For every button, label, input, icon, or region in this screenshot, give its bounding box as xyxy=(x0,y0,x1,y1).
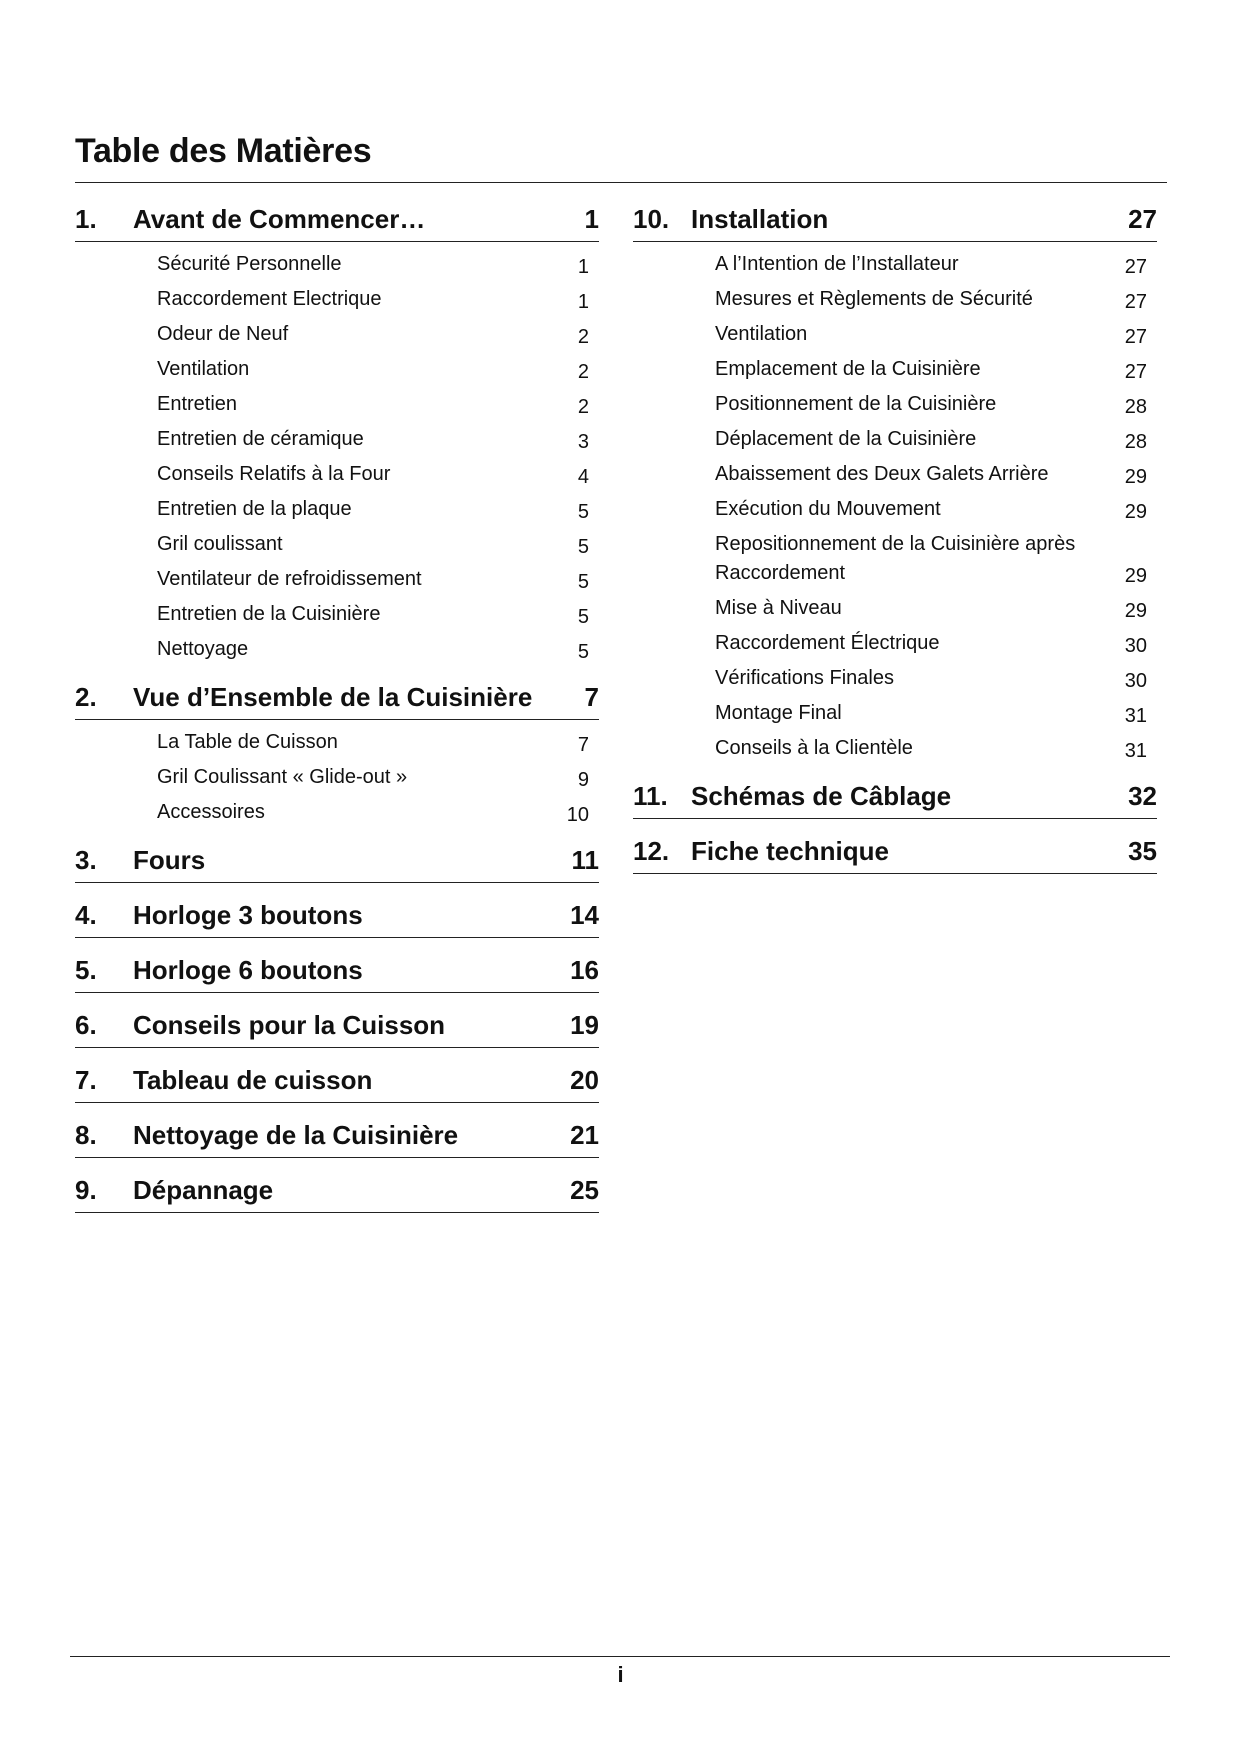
subsection-title: Mesures et Règlements de Sécurité xyxy=(715,288,1033,310)
toc-subsection-item[interactable] xyxy=(75,318,599,353)
section-title: Conseils pour la Cuisson xyxy=(133,1010,446,1040)
subsection-page-number: 2 xyxy=(577,361,589,383)
section-page-number: 21 xyxy=(570,1120,599,1150)
subsection-page-number: 1 xyxy=(577,291,589,313)
toc-subsection-item[interactable] xyxy=(75,248,599,283)
subsection-page-number: 31 xyxy=(1124,705,1147,727)
section-spacer xyxy=(75,1213,599,1226)
section-page-number: 14 xyxy=(570,900,599,930)
subsection-title: Raccordement Électrique xyxy=(715,632,940,654)
section-title: Horloge 3 boutons xyxy=(133,900,363,930)
subsection-title: Abaissement des Deux Galets Arrière xyxy=(715,463,1049,485)
subsection-page-number: 5 xyxy=(577,606,589,628)
toc-subsection-item[interactable] xyxy=(75,493,599,528)
page-title: Table des Matières xyxy=(75,132,372,170)
toc-subsection-item[interactable] xyxy=(75,761,599,796)
subsection-page-number: 30 xyxy=(1124,635,1147,657)
section-number: 4. xyxy=(75,900,97,930)
section-title: Avant de Commencer… xyxy=(133,204,426,234)
subsection-page-number: 10 xyxy=(566,804,589,826)
toc-subsection-item[interactable] xyxy=(633,627,1157,662)
toc-section xyxy=(633,832,1157,887)
subsection-page-number: 29 xyxy=(1124,501,1147,523)
toc-section xyxy=(633,777,1157,832)
toc-subsection-item[interactable] xyxy=(633,318,1157,353)
section-page-number: 35 xyxy=(1128,836,1157,866)
toc-subsection-item[interactable] xyxy=(633,423,1157,458)
subsection-title: Ventilateur de refroidissement xyxy=(157,568,422,590)
section-page-number: 32 xyxy=(1128,781,1157,811)
subsection-title: Odeur de Neuf xyxy=(157,323,289,345)
section-page-number: 25 xyxy=(570,1175,599,1205)
subsection-page-number: 27 xyxy=(1124,361,1147,383)
toc-subsection-list xyxy=(75,242,599,668)
subsection-page-number: 31 xyxy=(1124,740,1147,762)
section-spacer xyxy=(75,1048,599,1061)
subsection-title: Montage Final xyxy=(715,702,842,724)
toc-section xyxy=(633,200,1157,777)
subsection-page-number: 27 xyxy=(1124,326,1147,348)
section-page-number: 19 xyxy=(570,1010,599,1040)
section-title: Fiche technique xyxy=(691,836,889,866)
subsection-title: Entretien xyxy=(157,393,238,415)
section-number: 12. xyxy=(633,836,670,866)
toc-subsection-item[interactable] xyxy=(75,388,599,423)
section-number: 10. xyxy=(633,204,670,234)
toc-subsection-item[interactable] xyxy=(75,528,599,563)
toc-section-heading[interactable] xyxy=(633,832,1157,874)
subsection-title: Entretien de la plaque xyxy=(157,498,352,520)
toc-subsection-item[interactable] xyxy=(633,458,1157,493)
footer-divider xyxy=(70,1656,1170,1657)
toc-section xyxy=(75,200,599,678)
toc-subsection-item[interactable] xyxy=(75,458,599,493)
toc-section xyxy=(75,841,599,896)
toc-subsection-item[interactable] xyxy=(75,598,599,633)
section-title: Dépannage xyxy=(133,1175,274,1205)
subsection-page-number: 9 xyxy=(577,769,589,791)
subsection-title: Déplacement de la Cuisinière xyxy=(715,428,977,450)
subsection-page-number: 27 xyxy=(1124,256,1147,278)
section-number: 5. xyxy=(75,955,97,985)
toc-subsection-list xyxy=(75,720,599,831)
section-page-number: 7 xyxy=(584,682,599,712)
toc-section xyxy=(75,678,599,841)
subsection-page-number: 5 xyxy=(577,571,589,593)
toc-section xyxy=(75,1171,599,1226)
subsection-page-number: 27 xyxy=(1124,291,1147,313)
section-spacer xyxy=(75,831,599,841)
toc-right-column xyxy=(633,200,1157,887)
toc-subsection-item[interactable] xyxy=(75,796,599,831)
toc-section-heading[interactable] xyxy=(75,1061,599,1103)
section-page-number: 1 xyxy=(584,204,599,234)
toc-subsection-item[interactable] xyxy=(75,283,599,318)
toc-subsection-item[interactable] xyxy=(75,423,599,458)
title-divider xyxy=(75,182,1167,183)
subsection-title: Positionnement de la Cuisinière xyxy=(715,393,997,415)
section-spacer xyxy=(633,874,1157,887)
subsection-title: Nettoyage xyxy=(157,638,249,660)
toc-section-heading[interactable] xyxy=(633,200,1157,242)
section-spacer xyxy=(633,767,1157,777)
toc-subsection-item[interactable] xyxy=(75,563,599,598)
section-title: Schémas de Câblage xyxy=(691,781,952,811)
toc-section-heading[interactable] xyxy=(75,951,599,993)
section-number: 3. xyxy=(75,845,97,875)
toc-section-heading[interactable] xyxy=(75,678,599,720)
subsection-title: Entretien de céramique xyxy=(157,428,364,450)
toc-subsection-item[interactable] xyxy=(75,726,599,761)
subsection-page-number: 2 xyxy=(577,326,589,348)
subsection-page-number: 3 xyxy=(577,431,589,453)
subsection-title: Conseils à la Clientèle xyxy=(715,737,913,759)
section-number: 7. xyxy=(75,1065,97,1095)
toc-subsection-item[interactable] xyxy=(633,592,1157,627)
subsection-title: Mise à Niveau xyxy=(715,597,842,619)
subsection-title: Emplacement de la Cuisinière xyxy=(715,358,981,380)
subsection-page-number: 30 xyxy=(1124,670,1147,692)
toc-section xyxy=(75,896,599,951)
toc-section-heading[interactable] xyxy=(75,896,599,938)
subsection-page-number: 5 xyxy=(577,536,589,558)
toc-section xyxy=(75,1006,599,1061)
footer-page-number: i xyxy=(617,1662,624,1687)
section-title: Horloge 6 boutons xyxy=(133,955,363,985)
toc-subsection-list xyxy=(633,242,1157,767)
toc-subsection-item[interactable] xyxy=(633,732,1157,767)
section-number: 9. xyxy=(75,1175,97,1205)
toc-section xyxy=(75,1116,599,1171)
section-page-number: 11 xyxy=(571,845,599,875)
toc-section-heading[interactable] xyxy=(75,1006,599,1048)
subsection-title: Conseils Relatifs à la Four xyxy=(157,463,391,485)
subsection-title: Vérifications Finales xyxy=(715,667,894,689)
section-page-number: 27 xyxy=(1128,204,1157,234)
section-spacer xyxy=(75,1103,599,1116)
toc-section-heading[interactable] xyxy=(633,777,1157,819)
toc-section-heading[interactable] xyxy=(75,841,599,883)
section-number: 8. xyxy=(75,1120,97,1150)
section-spacer xyxy=(633,819,1157,832)
subsection-title: Gril Coulissant « Glide-out » xyxy=(157,766,408,788)
section-title: Tableau de cuisson xyxy=(133,1065,373,1095)
section-title: Vue d’Ensemble de la Cuisinière xyxy=(133,682,533,712)
toc-section xyxy=(75,951,599,1006)
subsection-title: La Table de Cuisson xyxy=(157,731,338,753)
subsection-title: Raccordement Electrique xyxy=(157,288,382,310)
section-title: Installation xyxy=(691,204,829,234)
subsection-title: A l’Intention de l’Installateur xyxy=(715,253,959,275)
subsection-page-number: 5 xyxy=(577,501,589,523)
subsection-page-number: 29 xyxy=(1124,466,1147,488)
toc-subsection-item[interactable] xyxy=(75,633,599,668)
subsection-page-number: 28 xyxy=(1124,431,1147,453)
subsection-title: Entretien de la Cuisinière xyxy=(157,603,381,625)
subsection-title: Ventilation xyxy=(157,358,250,380)
section-spacer xyxy=(75,668,599,678)
subsection-page-number: 7 xyxy=(577,734,589,756)
toc-subsection-item[interactable] xyxy=(633,528,1157,592)
section-spacer xyxy=(75,938,599,951)
section-page-number: 20 xyxy=(570,1065,599,1095)
toc-section-heading[interactable] xyxy=(75,1116,599,1158)
toc-subsection-item[interactable] xyxy=(633,248,1157,283)
toc-subsection-item[interactable] xyxy=(633,388,1157,423)
section-number: 2. xyxy=(75,682,97,712)
toc-section-heading[interactable] xyxy=(75,1171,599,1213)
section-number: 1. xyxy=(75,204,97,234)
subsection-title: Sécurité Personnelle xyxy=(157,253,342,275)
toc-section xyxy=(75,1061,599,1116)
section-number: 6. xyxy=(75,1010,97,1040)
toc-left-column xyxy=(75,200,599,1226)
section-title: Nettoyage de la Cuisinière xyxy=(133,1120,459,1150)
subsection-page-number: 1 xyxy=(577,256,589,278)
subsection-page-number: 5 xyxy=(577,641,589,663)
subsection-title: Repositionnement de la Cuisinière après Raccordement xyxy=(715,533,1076,584)
subsection-page-number: 28 xyxy=(1124,396,1147,418)
toc-subsection-item[interactable] xyxy=(633,662,1157,697)
section-spacer xyxy=(75,1158,599,1171)
toc-subsection-item[interactable] xyxy=(633,697,1157,732)
subsection-page-number: 4 xyxy=(577,466,589,488)
subsection-page-number: 29 xyxy=(1124,600,1147,622)
subsection-page-number: 2 xyxy=(577,396,589,418)
subsection-title: Accessoires xyxy=(157,801,265,823)
section-number: 11. xyxy=(633,781,668,811)
section-spacer xyxy=(75,883,599,896)
subsection-title: Gril coulissant xyxy=(157,533,283,555)
toc-subsection-item[interactable] xyxy=(633,353,1157,388)
toc-subsection-item[interactable] xyxy=(633,283,1157,318)
subsection-title: Ventilation xyxy=(715,323,808,345)
toc-subsection-item[interactable] xyxy=(75,353,599,388)
section-spacer xyxy=(75,993,599,1006)
toc-section-heading[interactable] xyxy=(75,200,599,242)
toc-subsection-item[interactable] xyxy=(633,493,1157,528)
subsection-title: Exécution du Mouvement xyxy=(715,498,941,520)
subsection-page-number: 29 xyxy=(1124,565,1147,587)
section-title: Fours xyxy=(133,845,206,875)
section-page-number: 16 xyxy=(570,955,599,985)
